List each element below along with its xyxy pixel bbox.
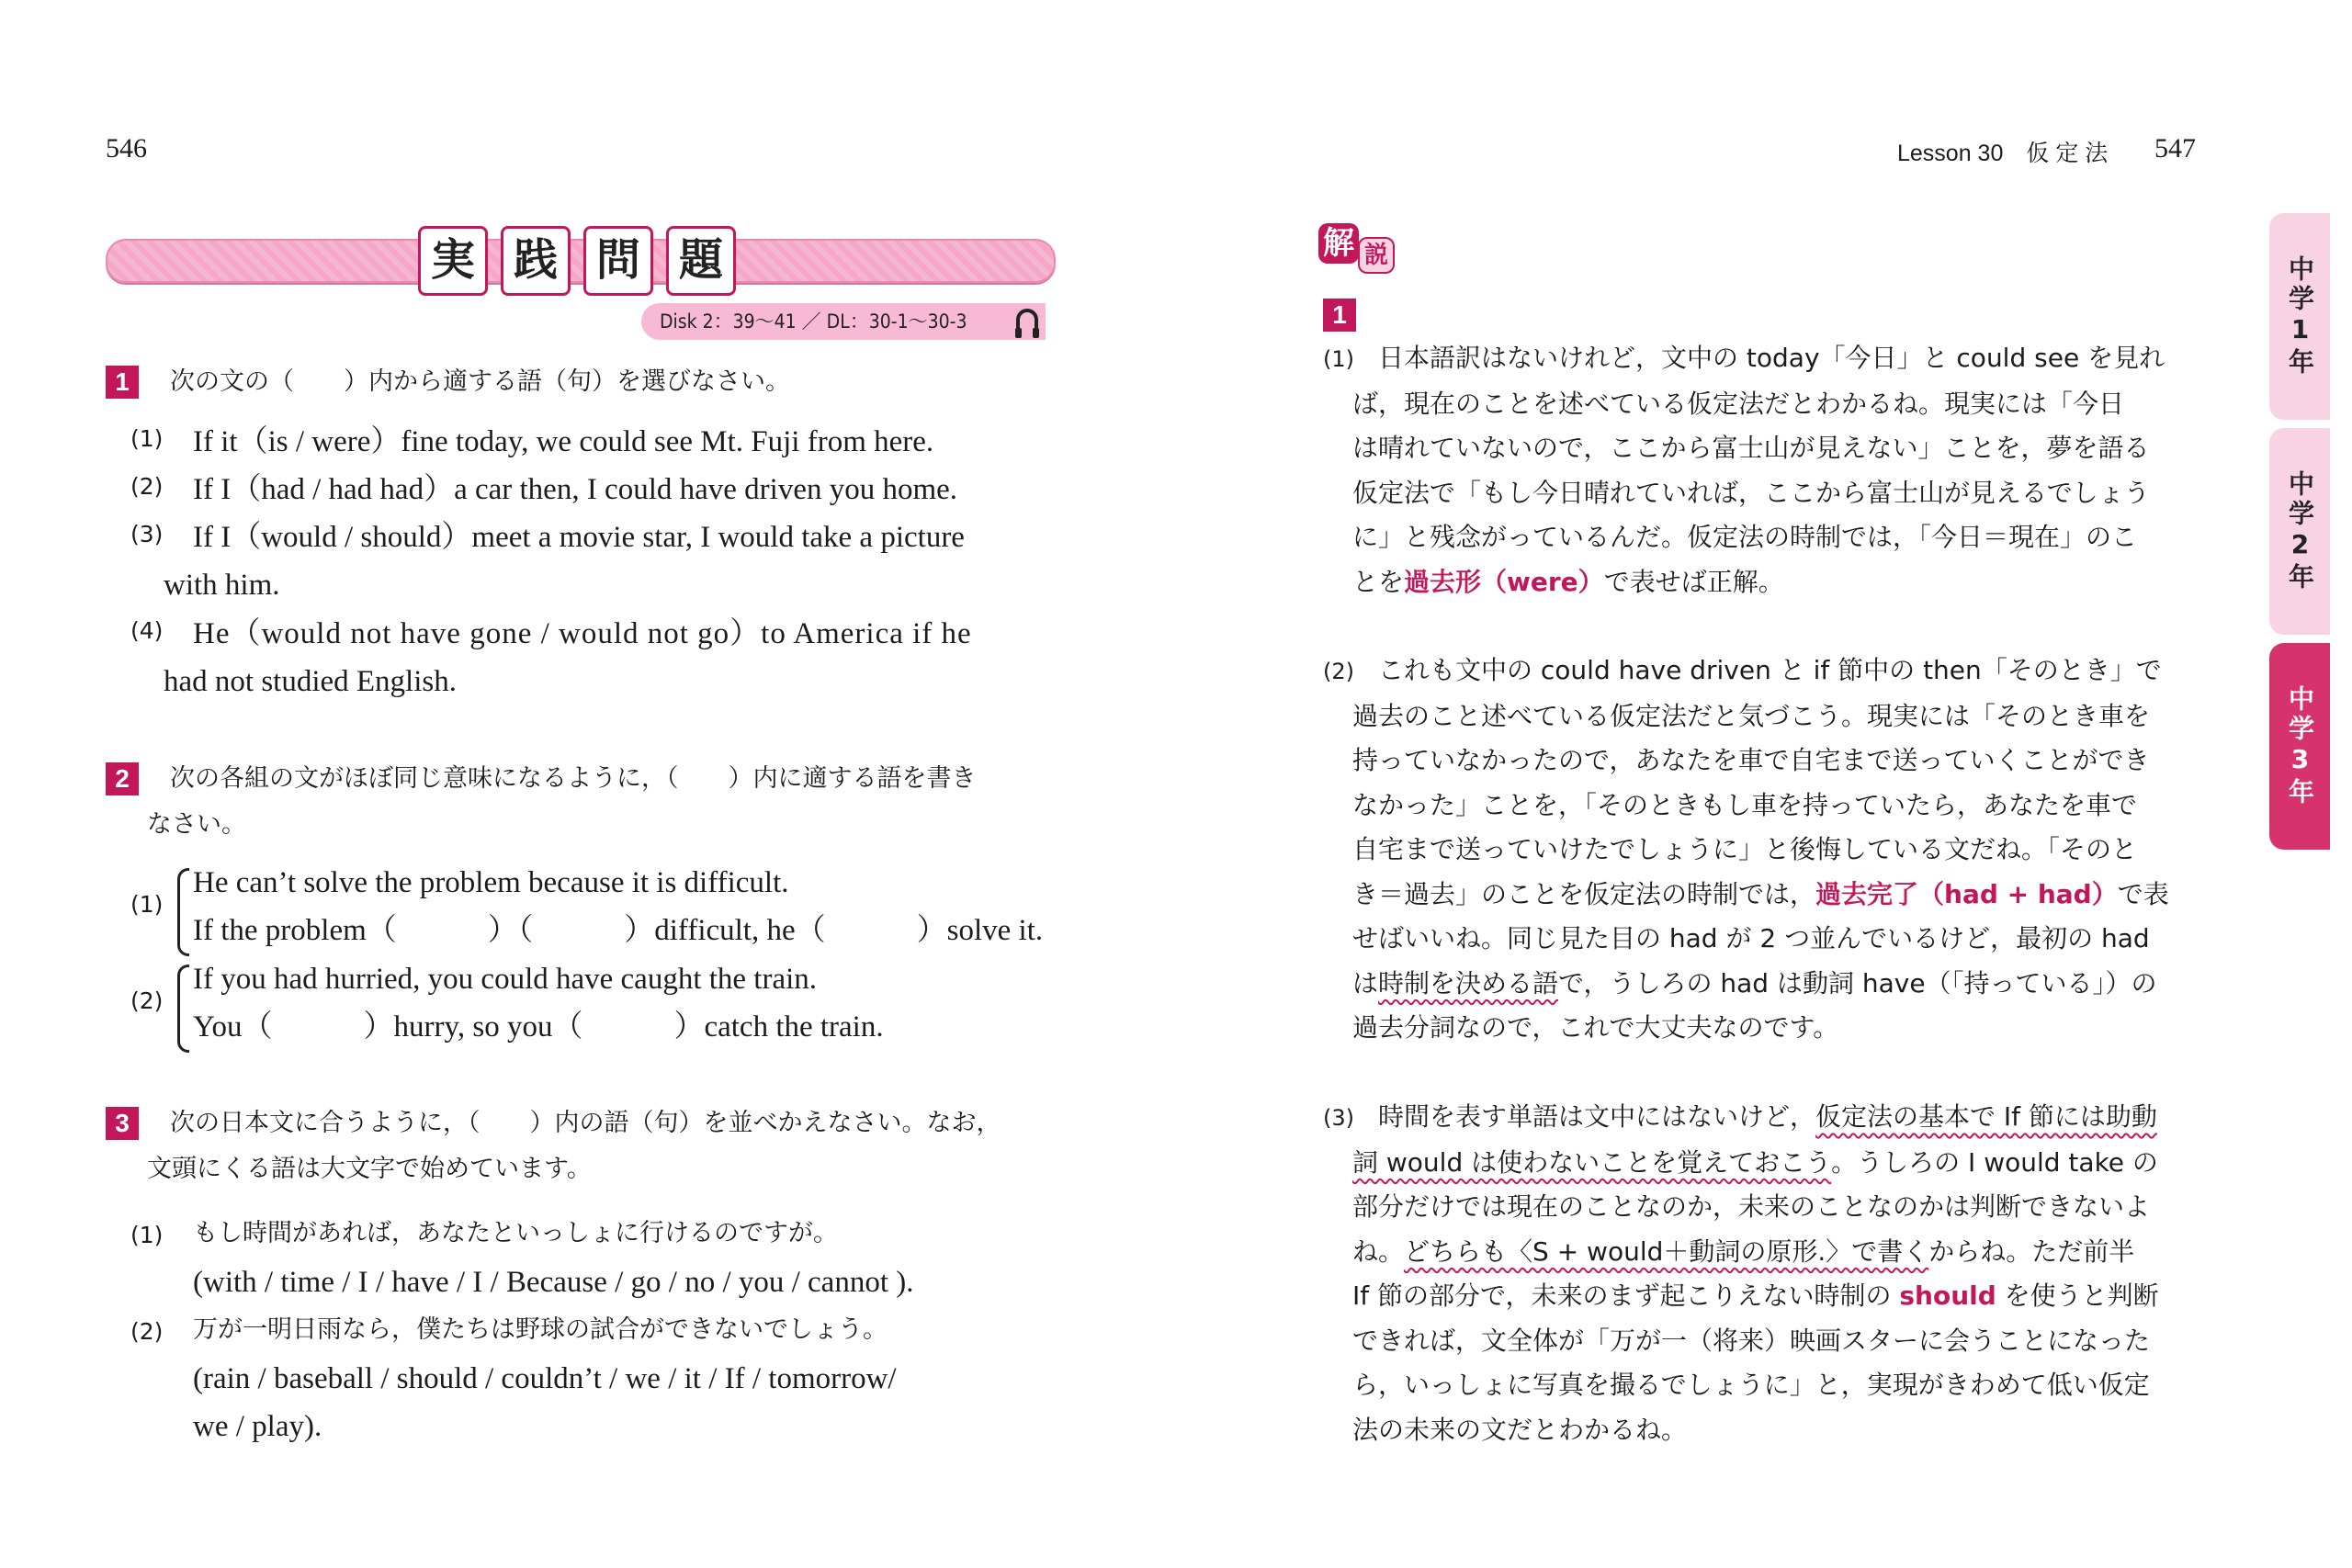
- tab-grade-3[interactable]: 中学3年: [2269, 643, 2330, 850]
- item-text: You（ ）hurry, so you（ ）catch the train.: [193, 1010, 884, 1043]
- tab-grade-2[interactable]: 中学2年: [2269, 428, 2330, 635]
- exp-line: 過去のこと述べている仮定法だと気づこう。現実には「そのとき車を: [1352, 700, 2151, 731]
- exp-line: 仮定法で「もし今日晴れていれば，ここから富士山が見えるでしょう: [1352, 477, 2150, 508]
- exp-line: ば，現在のことを述べている仮定法だとわかるね。現実には「今日: [1352, 388, 2125, 419]
- exp-line: [1323, 1230, 2205, 1275]
- exp-line: [1323, 1274, 2205, 1319]
- banner-char: 実: [418, 226, 488, 296]
- exp-number: (1): [1323, 346, 1354, 372]
- exp-number: (3): [1323, 1105, 1354, 1131]
- exp-text: を使うと判断: [1996, 1280, 2159, 1311]
- brace: [177, 964, 189, 1053]
- exp-text: で，うしろの had は動詞 have（「持っている」）の: [1558, 967, 2157, 998]
- question-instruction: 次の各組の文がほぼ同じ意味になるように，（ ）内に適する語を書き: [170, 764, 977, 793]
- banner-bar: [106, 239, 1056, 283]
- explanation-2: [1323, 649, 2205, 1051]
- exp-line: 部分だけでは現在のことなのか，未来のことなのかは判断できないよ: [1352, 1191, 2151, 1222]
- item-text: (rain / baseball / should / couldn’t / we / it / If / tomorrow/: [193, 1362, 897, 1395]
- item-text: If you had hurried, you could have caught the train.: [193, 963, 818, 996]
- exp-text: ね。: [1352, 1235, 1405, 1267]
- explanation-1: [1323, 336, 2205, 604]
- page-number-right: 547: [2154, 133, 2196, 164]
- question-instruction: 文頭にくる語は大文字で始めています。: [147, 1155, 592, 1183]
- item-number: (1): [130, 891, 164, 918]
- exp-line: [1323, 962, 2205, 1007]
- exp-line: これも文中の could have driven と if 節中の then「そのとき」で: [1378, 655, 2162, 685]
- highlight-text: 過去形（were）: [1404, 566, 1604, 597]
- question-instruction: なさい。: [147, 810, 246, 839]
- item-text: (with / time / I / have / I / Because / go / no / you / cannot ).: [193, 1266, 914, 1299]
- tab-grade-1[interactable]: 中学1年: [2269, 213, 2330, 420]
- banner-char: 践: [501, 226, 571, 296]
- exp-line: ら，いっしょに写真を撮るでしょうに」と，実現がきわめて低い仮定: [1352, 1370, 2150, 1400]
- item-number: (3): [130, 521, 164, 547]
- item-text: If I（had / had had）a car then, I could have driven you home.: [193, 473, 958, 506]
- explanation-3: [1323, 1095, 2205, 1452]
- item-text: If I（would / should）meet a movie star, I would take a picture: [193, 521, 965, 554]
- item-number: (2): [130, 473, 164, 500]
- disk-label: [641, 303, 1046, 340]
- item-text: had not studied English.: [164, 665, 457, 698]
- exp-text: 時間を表す単語は文中にはないけど，: [1378, 1101, 1816, 1132]
- item-text: If the problem（ ）（ ）difficult, he（ ）solve it.: [193, 914, 1044, 947]
- brace: [177, 868, 189, 956]
- question-number: 2: [106, 762, 139, 795]
- item-text: with him.: [164, 569, 280, 602]
- exp-line: せばいいね。同じ見た目の had が 2 つ並んでいるけど，最初の had: [1352, 923, 2150, 953]
- exp-number: (2): [1323, 659, 1354, 684]
- item-number: (2): [130, 987, 164, 1014]
- disk-label-text: Disk 2：39～41 ／ DL：30-1～30-3: [660, 310, 967, 333]
- page-number-left: 546: [106, 133, 147, 164]
- exp-line: なかった」ことを，「そのときもし車を持っていたら，あなたを車で: [1352, 789, 2138, 820]
- underlined-text: 仮定法の基本で If 節には助動: [1815, 1101, 2157, 1132]
- banner-char: 問: [583, 226, 653, 296]
- item-number: (2): [130, 1318, 164, 1345]
- item-number: (1): [130, 1222, 164, 1248]
- exp-line: [1323, 873, 2205, 918]
- item-text: He（would not have gone / would not go）to America if he: [193, 617, 972, 650]
- exp-line: 法の未来の文だとわかるね。: [1352, 1414, 1688, 1445]
- exp-line: [1323, 560, 2205, 605]
- item-number: (1): [130, 425, 164, 452]
- exp-text: If 節の部分で，未来のまず起こりえない時制の: [1352, 1280, 1900, 1311]
- item-text: If it（is / were）fine today, we could see Mt. Fuji from here.: [193, 425, 934, 458]
- exp-line: 持っていなかったので，あなたを車で自宅まで送っていくことができ: [1352, 745, 2150, 775]
- question-number: 3: [106, 1107, 139, 1140]
- exp-line: 日本語訳はないけれど，文中の today「今日」と could see を見れ: [1378, 343, 2165, 373]
- exp-line: 自宅まで送っていけたでしょうに」と後悔している文だね。「そのと: [1352, 834, 2138, 864]
- exp-line: [1323, 1141, 2205, 1186]
- underlined-text: 時制を決める語: [1378, 967, 1559, 998]
- item-text: He can’t solve the problem because it is difficult.: [193, 866, 789, 899]
- exp-text: で表せば正解。: [1603, 566, 1784, 597]
- highlight-text: 過去完了（had + had）: [1815, 878, 2118, 909]
- item-text: we / play).: [193, 1410, 322, 1443]
- exp-text: き＝過去」のことを仮定法の時制では，: [1352, 878, 1816, 909]
- page-header: Lesson 30 仮 定 法: [1897, 141, 2109, 166]
- underlined-text: 詞 would は使わないことを覚えておこう: [1352, 1146, 1832, 1178]
- item-text: もし時間があれば，あなたといっしょに行けるのですが。: [193, 1219, 838, 1247]
- question-instruction: 次の文の（ ）内から適する語（句）を選びなさい。: [170, 367, 790, 396]
- item-number: (4): [130, 617, 164, 644]
- exp-text: で表: [2117, 878, 2169, 909]
- exp-text: とを: [1352, 566, 1405, 597]
- question-number: 1: [106, 366, 139, 399]
- exp-line: に」と残念がっているんだ。仮定法の時制では，「今日＝現在」のこ: [1352, 522, 2138, 552]
- underlined-text: どちらも〈S + would＋動詞の原形.〉で書く: [1404, 1235, 1929, 1267]
- section-number: 1: [1323, 299, 1356, 332]
- item-text: 万が一明日雨なら，僕たちは野球の試合ができないでしょう。: [193, 1315, 888, 1344]
- exp-text: は: [1352, 967, 1379, 998]
- exp-text: からね。ただ前半: [1928, 1235, 2135, 1267]
- setsu-label: 説: [1358, 237, 1395, 274]
- banner-char: 題: [666, 226, 736, 296]
- highlight-text: should: [1899, 1280, 1996, 1311]
- headphones-icon: [1016, 309, 1038, 331]
- kai-label: 解: [1318, 223, 1359, 264]
- exp-text: 。うしろの I would take の: [1831, 1146, 2158, 1178]
- question-instruction: 次の日本文に合うように，（ ）内の語（句）を並べかえなさい。なお，: [170, 1109, 1001, 1137]
- exp-line: できれば，文全体が「万が一（将来）映画スターに会うことになった: [1352, 1325, 2151, 1356]
- exp-line: 過去分詞なので，これで大丈夫なのです。: [1352, 1012, 1839, 1043]
- exp-line: は晴れていないので，ここから富士山が見えない」ことを，夢を語る: [1352, 433, 2150, 463]
